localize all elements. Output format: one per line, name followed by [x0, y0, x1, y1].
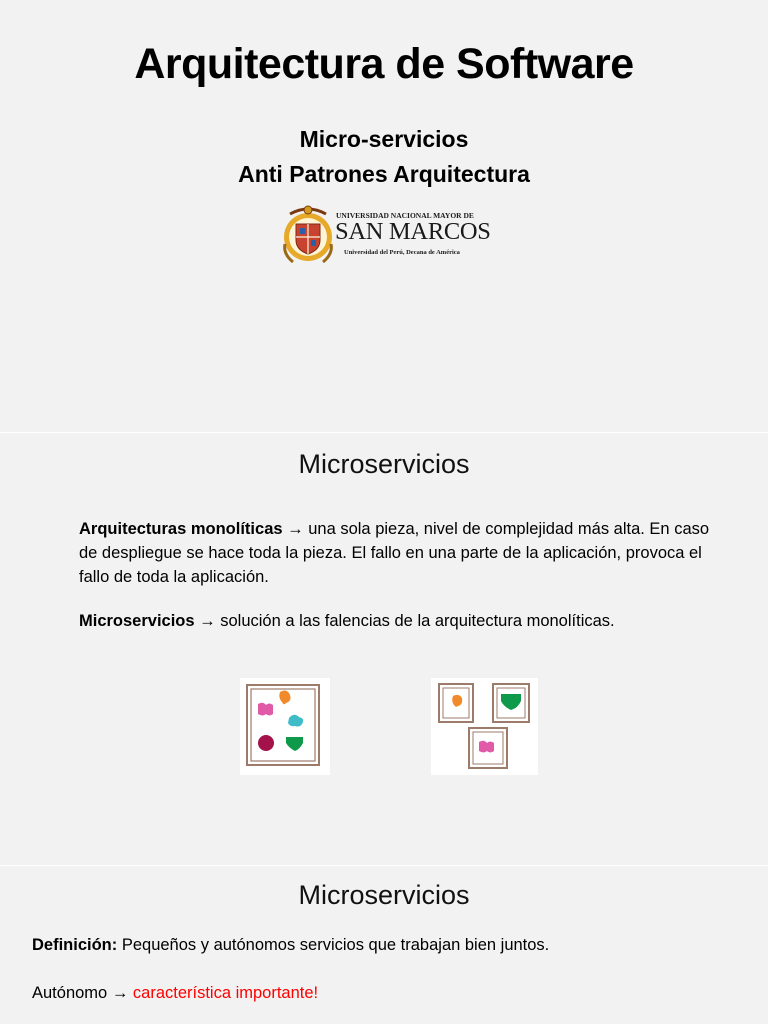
microservices-slide-2: [0, 866, 768, 1024]
subtitle-antipatterns: Anti Patrones Arquitectura: [238, 161, 530, 187]
microservices-slide-1: [0, 433, 768, 865]
important-feature-text: característica importante!: [128, 984, 319, 1002]
logo-line-1: UNIVERSIDAD NACIONAL MAYOR DE: [336, 211, 474, 220]
autonomous-term: Autónomo: [32, 984, 112, 1002]
arrow-right-icon: →: [199, 612, 216, 630]
university-logo: [282, 204, 496, 266]
microservices-description: solución a las falencias de la arquitectura monolíticas.: [215, 612, 615, 630]
title-slide: [0, 0, 768, 432]
logo-line-2: SAN MARCOS: [335, 218, 491, 245]
definition-line: [32, 936, 549, 955]
presentation-title: Arquitectura de Software: [134, 40, 634, 88]
university-seal-icon: [282, 204, 336, 266]
monolithic-term: Arquitecturas monolíticas: [79, 520, 283, 538]
monolithic-description: una sola pieza, nivel de complejidad más alta. En caso de despliegue se hace toda la pieza. El fallo en una parte de la aplicación, provoca el fallo de toda la aplicación.: [79, 520, 710, 586]
section-title: Microservicios: [298, 880, 470, 910]
autonomous-line: [32, 984, 318, 1003]
monolith-diagram-image: [240, 678, 330, 775]
section-title: Microservicios: [298, 449, 470, 479]
definition-text: Pequeños y autónomos servicios que trabajan bien juntos.: [117, 936, 550, 954]
subtitle-microservices: Micro-servicios: [299, 126, 469, 152]
arrow-right-icon: →: [111, 984, 129, 1002]
definition-term: Definición:: [32, 936, 118, 954]
monolith-box-icon: [240, 678, 330, 775]
microservices-diagram-image: [431, 678, 538, 775]
microservices-paragraph: [79, 609, 719, 633]
logo-line-3: Universidad del Perú, Decana de América: [344, 249, 460, 256]
arrow-right-icon: →: [287, 520, 304, 538]
microservices-boxes-icon: [431, 678, 538, 775]
microservices-term: Microservicios: [79, 612, 195, 630]
monolithic-paragraph: [79, 517, 719, 589]
